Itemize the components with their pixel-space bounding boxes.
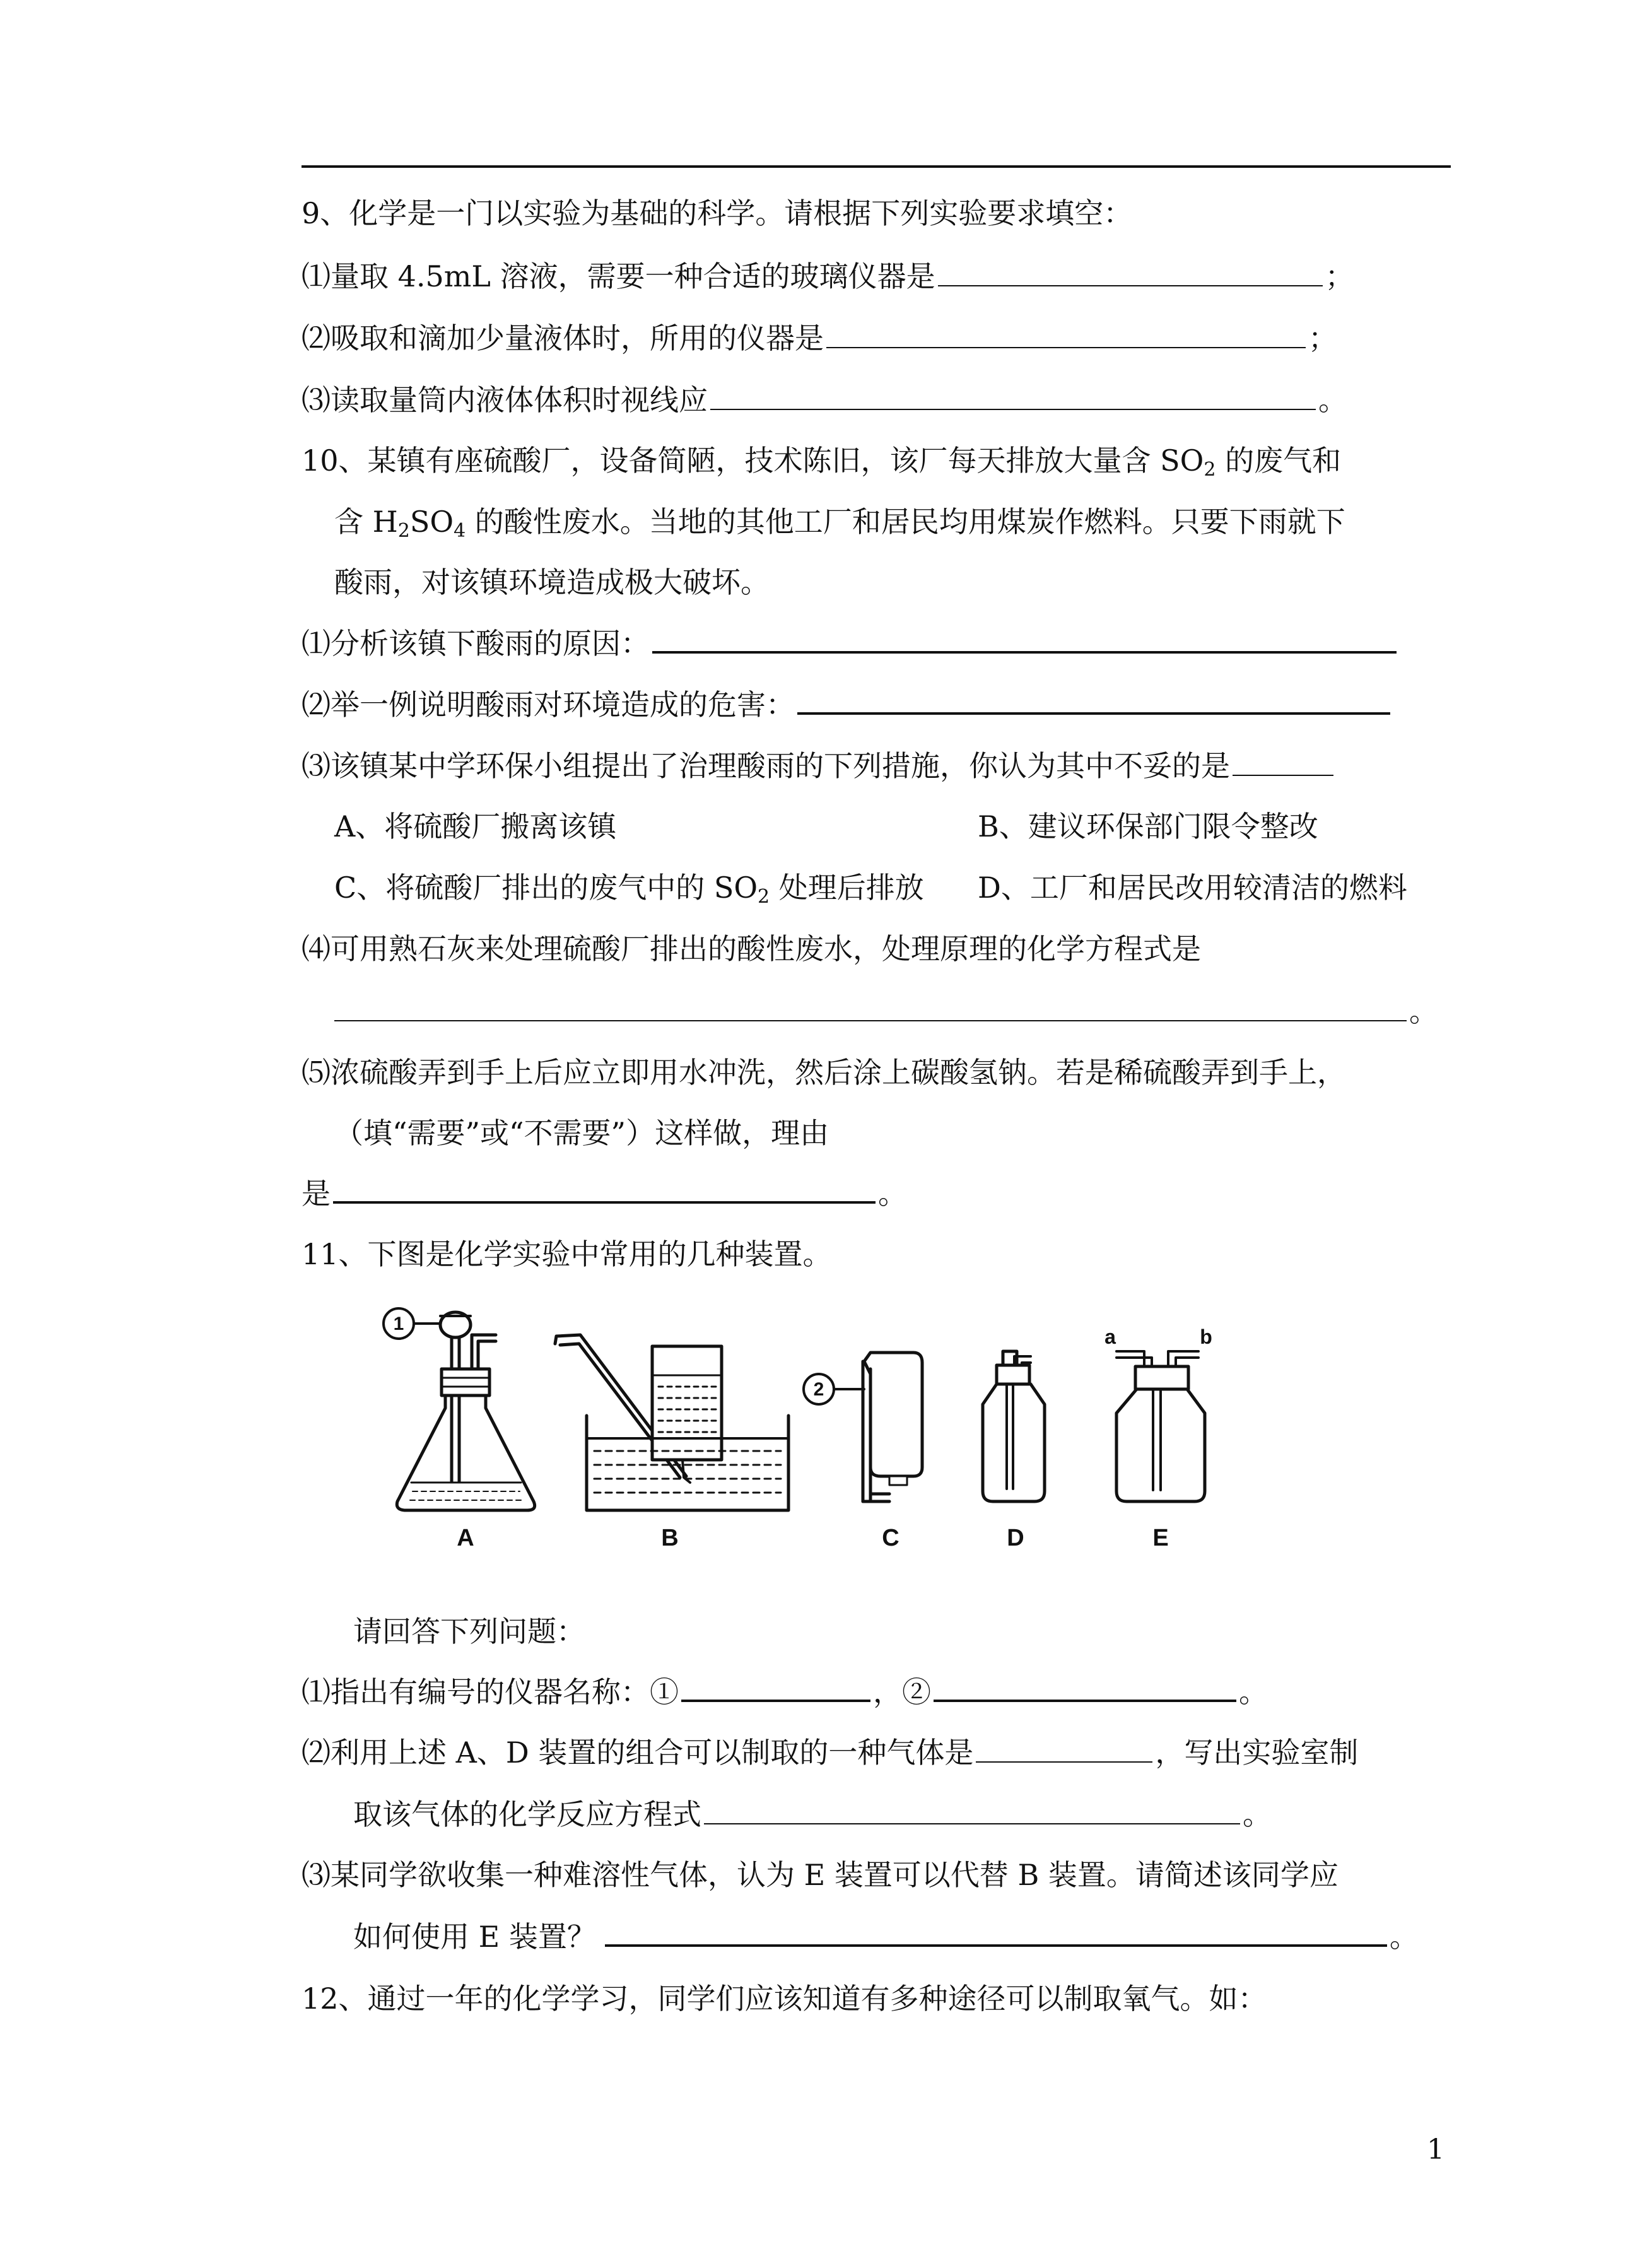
q10-answer-blank-5[interactable] xyxy=(333,1201,876,1204)
q11-part2-line2: 取该气体的化学反应方程式 。 xyxy=(353,1797,1272,1831)
q10-answer-blank-3[interactable] xyxy=(1233,775,1333,776)
q11-answer-blank-5[interactable] xyxy=(605,1944,1387,1947)
q9-answer-blank-1[interactable] xyxy=(938,285,1323,286)
q11-part1: ⑴指出有编号的仪器名称：① ，② 。 xyxy=(302,1675,1268,1709)
marker-2-label: 2 xyxy=(813,1379,824,1400)
apparatus-label-c: C xyxy=(882,1525,899,1551)
apparatus-label-e: E xyxy=(1152,1525,1169,1551)
q10-part1: ⑴分析该镇下酸雨的原因： xyxy=(302,625,1399,662)
q10-part4-answer: 。 xyxy=(334,992,1438,1030)
marker-1-label: 1 xyxy=(393,1313,404,1334)
bottle-e-stopper xyxy=(1135,1366,1188,1389)
q10-answer-blank-4[interactable] xyxy=(334,1020,1407,1021)
gas-jar-inverted xyxy=(652,1346,722,1460)
bottle-d-stopper xyxy=(997,1365,1029,1384)
tube-label-a: a xyxy=(1104,1325,1116,1348)
apparatus-label-b: B xyxy=(661,1525,679,1551)
q11-answer-blank-4[interactable] xyxy=(704,1823,1240,1824)
apparatus-label-d: D xyxy=(1007,1525,1024,1551)
q9-part2: ⑵吸取和滴加少量液体时，所用的仪器是 ； xyxy=(302,321,1337,355)
flask-stopper xyxy=(442,1369,489,1395)
q9-stem: 9、化学是一门以实验为基础的科学。请根据下列实验要求填空： xyxy=(302,196,1133,230)
q11-part3-line2: 如何使用 E 装置？ 。 xyxy=(353,1920,1419,1954)
q11-answer-blank-3[interactable] xyxy=(976,1761,1152,1763)
q11-answer-blank-2[interactable] xyxy=(934,1700,1236,1702)
q9-answer-blank-3[interactable] xyxy=(710,409,1316,410)
apparatus-b-water-trough xyxy=(555,1335,788,1510)
q10-option-d[interactable]: D、工厂和居民改用较清洁的燃料 xyxy=(978,871,1407,905)
apparatus-label-a: A xyxy=(457,1525,474,1551)
q10-stem-line3: 酸雨，对该镇环境造成极大破坏。 xyxy=(334,565,770,599)
page-number: 1 xyxy=(1427,2134,1444,2166)
q10-part5-line3: 是 。 xyxy=(302,1177,907,1211)
q10-part4: ⑷可用熟石灰来处理硫酸厂排出的酸性废水，处理原理的化学方程式是 xyxy=(302,932,1201,966)
q10-part2: ⑵举一例说明酸雨对环境造成的危害： xyxy=(302,686,1393,724)
apparatus-d-bottle xyxy=(983,1351,1045,1501)
q10-option-a[interactable]: A、将硫酸厂搬离该镇 xyxy=(334,809,617,843)
q10-part3: ⑶该镇某中学环保小组提出了治理酸雨的下列措施，你认为其中不妥的是 xyxy=(302,747,1336,785)
q11-prompt: 请回答下列问题： xyxy=(353,1614,585,1648)
q10-part5-line2: （填“需要”或“不需要”）这样做，理由 xyxy=(334,1116,829,1150)
q12-stem: 12、通过一年的化学学习，同学们应该知道有多种途径可以制取氧气。如： xyxy=(302,1982,1267,2016)
q10-stem-line1: 10、某镇有座硫酸厂，设备简陋，技术陈旧，该厂每天排放大量含 $SO_2$ 的废气和 xyxy=(302,443,1342,481)
tube-label-b: b xyxy=(1200,1325,1212,1348)
q10-option-c[interactable]: C、将硫酸厂排出的废气中的 $SO_2$ 处理后排放 xyxy=(334,871,924,908)
q10-option-b[interactable]: B、建议环保部门限令整改 xyxy=(978,809,1318,843)
collection-bottle-c xyxy=(864,1353,922,1476)
apparatus-e-bottle xyxy=(1116,1351,1205,1501)
q11-answer-blank-1[interactable] xyxy=(681,1700,870,1702)
q9-part1: ⑴量取 4.5mL 溶液，需要一种合适的玻璃仪器是 ； xyxy=(302,259,1354,293)
q10-answer-blank-1[interactable] xyxy=(652,651,1397,654)
apparatus-c-bottle xyxy=(804,1353,922,1501)
q9-answer-blank-2[interactable] xyxy=(826,347,1306,348)
q9-part3: ⑶读取量筒内液体体积时视线应 。 xyxy=(302,383,1347,417)
q10-answer-blank-2[interactable] xyxy=(797,712,1390,715)
q11-part3: ⑶某同学欲收集一种难溶性气体，认为 E 装置可以代替 B 装置。请简述该同学应 xyxy=(302,1858,1339,1892)
header-rule xyxy=(302,165,1451,168)
apparatus-figure xyxy=(372,1293,1306,1552)
apparatus-a-flask xyxy=(384,1308,535,1510)
q11-part2: ⑵利用上述 A、D 装置的组合可以制取的一种气体是 ，写出实验室制 xyxy=(302,1735,1359,1770)
q11-stem: 11、下图是化学实验中常用的几种装置。 xyxy=(302,1237,832,1271)
q10-part5: ⑸浓硫酸弄到手上后应立即用水冲洗，然后涂上碳酸氢钠。若是稀硫酸弄到手上， xyxy=(302,1055,1346,1089)
q10-stem-line2: 含 $H_2SO_4$ 的酸性废水。当地的其他工厂和居民均用煤炭作燃料。只要下雨就下 xyxy=(334,505,1345,542)
